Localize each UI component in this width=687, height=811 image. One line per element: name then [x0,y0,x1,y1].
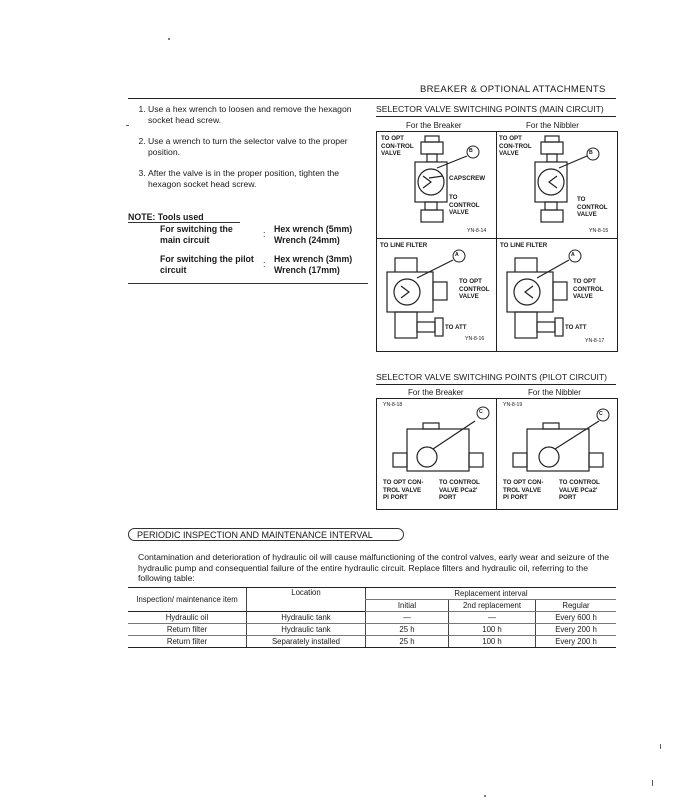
label-to-line-filter: TO LINE FILTER [380,242,428,249]
maintenance-table [128,587,616,648]
cell-location: Hydraulic tank [247,624,366,636]
note-row-value: Hex wrench (3mm) Wrench (17mm) [274,254,353,275]
cell-location: Separately installed [247,636,366,648]
note-row-main [160,224,365,248]
table-row [128,636,616,648]
cell-second: 100 h [449,636,536,648]
label-pi-port: TO OPT CON-TROL VALVE PI PORT [383,479,424,501]
label-to-att: TO ATT [445,324,467,331]
label-pi-port: TO OPT CON-TROL VALVE PI PORT [503,479,544,501]
cell-regular: Every 200 h [536,624,617,636]
cell-initial: 25 h [366,624,449,636]
label-capscrew: CAPSCREW [449,175,486,182]
label-to-line-filter: TO LINE FILTER [500,242,548,249]
pilot-breaker-caption: For the Breaker [408,388,464,397]
pilot-circuit-title: SELECTOR VALVE SWITCHING POINTS (PILOT CIRCUIT) [376,372,607,382]
marker-a: A [455,252,459,258]
cell-second: 100 h [449,624,536,636]
header-rule [128,98,616,99]
step-1: 1. Use a hex wrench to loosen and remove the hexagon socket head screw. [148,104,368,126]
cell-item: Hydraulic oil [128,612,247,624]
cell-second: — [449,612,536,624]
label-to-control-valve: TO CONTROL VALVE [449,194,480,216]
note-rule [128,283,368,284]
label-pca2-port: TO CONTROL VALVE PCa2' PORT [439,479,480,501]
header-location: Location [247,588,366,612]
pilot-circuit-rule [376,384,616,385]
page-header-title: BREAKER & OPTIONAL ATTACHMENTS [420,84,606,95]
cell-initial: — [366,612,449,624]
figure-code: YN-8-14 [467,228,487,234]
periodic-section-title: PERIODIC INSPECTION AND MAINTENANCE INTERVAL [128,528,404,541]
main-breaker-caption: For the Breaker [406,121,462,130]
label-to-opt-control-valve: TO OPT CON-TROL VALVE [499,135,532,157]
table-row [128,612,616,624]
step-2: 2. Use a wrench to turn the selector valve to the proper position. [148,136,368,158]
cell-regular: Every 200 h [536,636,617,648]
note-underline [128,222,240,223]
note-row-key: For switching the pilot circuit [160,254,254,275]
step-3: 3. After the valve is in the proper position, tighten the hexagon socket head screw. [148,168,368,190]
marker-b: B [469,148,473,154]
cell-item: Return filter [128,636,247,648]
main-circuit-panel [376,131,618,352]
main-nibbler-caption: For the Nibbler [526,121,579,130]
note-row-pilot [160,254,365,278]
scan-speck [652,780,653,786]
cell-initial: 25 h [366,636,449,648]
scan-speck [126,125,129,126]
periodic-paragraph: Contamination and deterioration of hydraulic oil will cause malfunctioning of the control valves, early wear and seizure of the hydraulic pump and consequential failure of the entire hydraulic circuit. Replace filters and hydraulic oil, referring to the following table: [138,552,610,583]
scan-speck [168,38,170,40]
marker-b: B [589,150,593,156]
figure-code: YN-8-19 [503,402,523,408]
main-circuit-rule [376,116,616,117]
header-interval: Replacement interval [366,588,617,600]
cell-location: Hydraulic tank [247,612,366,624]
label-pca2-port: TO CONTROL VALVE PCa2' PORT [559,479,600,501]
note-row-colon: : [263,229,266,239]
header-regular: Regular [536,600,617,612]
label-to-opt-control-valve: TO OPT CONTROL VALVE [459,278,490,300]
figure-code: YN-8-17 [585,338,605,344]
note-label: NOTE: Tools used [128,212,204,222]
header-second: 2nd replacement [449,600,536,612]
main-circuit-title: SELECTOR VALVE SWITCHING POINTS (MAIN CIRCUIT) [376,104,604,114]
cell-item: Return filter [128,624,247,636]
pilot-circuit-panel [376,398,618,510]
scan-speck [484,795,486,797]
label-to-att: TO ATT [565,324,587,331]
figure-code: YN-8-18 [383,402,403,408]
pilot-nibbler-caption: For the Nibbler [528,388,581,397]
scan-speck [660,744,661,749]
header-item: Inspection/ maintenance item [128,588,247,612]
figure-code: YN-8-16 [465,336,485,342]
label-to-opt-control-valve: TO OPT CON-TROL VALVE [381,135,414,157]
label-to-opt-control-valve: TO OPT CONTROL VALVE [573,278,604,300]
note-row-key: For switching the main circuit [160,224,233,245]
note-row-colon: : [263,259,266,269]
marker-c: C [599,411,603,417]
table-row [128,624,616,636]
procedure-steps [128,104,368,200]
figure-code: YN-8-15 [589,228,609,234]
cell-regular: Every 600 h [536,612,617,624]
note-row-value: Hex wrench (5mm) Wrench (24mm) [274,224,353,245]
marker-a: A [571,252,575,258]
label-to-control-valve: TO CONTROL VALVE [577,196,608,218]
header-initial: Initial [366,600,449,612]
marker-c: C [479,409,483,415]
